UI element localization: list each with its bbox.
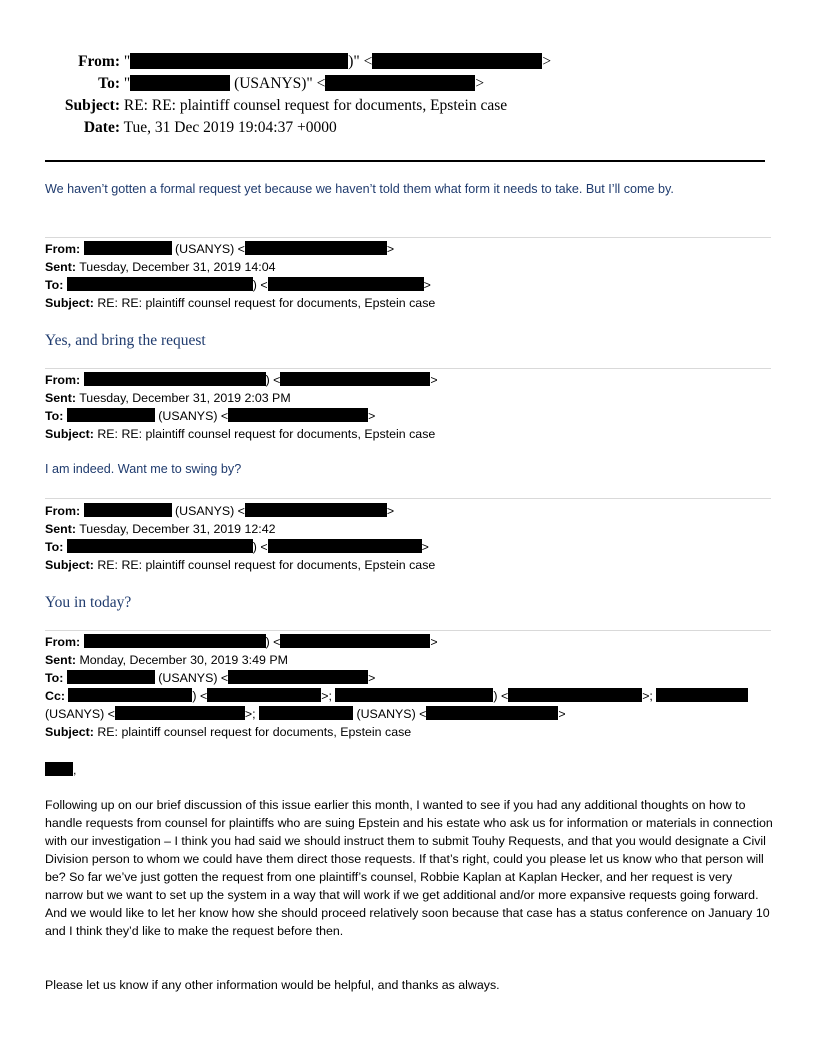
redaction-block xyxy=(84,503,172,517)
msg3-subject: RE: RE: plaintiff counsel request for documents, Epstein case xyxy=(97,427,436,441)
msg2-sent-label: Sent: xyxy=(45,260,76,274)
msg3-to-line xyxy=(45,407,375,425)
msg5-to-close: > xyxy=(368,671,376,685)
redaction-block xyxy=(325,75,475,91)
msg3-to-label: To: xyxy=(45,409,64,423)
redaction-block xyxy=(228,408,368,422)
msg5-greeting xyxy=(45,761,76,779)
msg5-to-label: To: xyxy=(45,671,64,685)
redaction-block xyxy=(84,241,172,255)
redaction-block xyxy=(130,75,230,91)
header-date: Tue, 31 Dec 2019 19:04:37 +0000 xyxy=(123,119,337,136)
msg2-from-label: From: xyxy=(45,242,81,256)
redaction-block xyxy=(245,241,387,255)
msg3-sent-label: Sent: xyxy=(45,391,76,405)
msg4-body: You in today? xyxy=(45,594,132,611)
redaction-block xyxy=(280,634,430,648)
msg4-from-close: > xyxy=(386,504,395,518)
msg4-sent-line xyxy=(45,520,276,538)
msg5-subject-line xyxy=(45,723,411,741)
msg5-subject-label: Subject: xyxy=(45,725,94,739)
redaction-block xyxy=(130,53,348,69)
msg5-sent: Monday, December 30, 2019 3:49 PM xyxy=(79,653,288,667)
redaction-block xyxy=(84,634,266,648)
msg3-from-close: > xyxy=(430,373,438,387)
header-to-close: > xyxy=(475,75,485,92)
header-subject-label: Subject: xyxy=(64,97,120,114)
msg5-sent-line xyxy=(45,651,288,669)
msg5-cc-mid: ) < xyxy=(192,689,208,703)
msg2-subject-label: Subject: xyxy=(45,296,94,310)
header-date-label: Date: xyxy=(83,119,120,136)
msg4-subject-line xyxy=(45,556,435,574)
redaction-block xyxy=(228,670,368,684)
msg2-to-mid: ) < xyxy=(252,278,268,292)
redaction-block xyxy=(268,277,424,291)
redaction-block xyxy=(67,408,155,422)
msg4-from-line xyxy=(45,502,394,520)
msg4-to-close: > xyxy=(421,540,429,554)
header-date-line xyxy=(60,119,337,137)
header-to-quote: " xyxy=(123,75,131,92)
msg4-to-mid: ) < xyxy=(252,540,268,554)
header-subject-line xyxy=(60,97,507,115)
header-from-label: From: xyxy=(78,53,120,70)
msg5-from-line xyxy=(45,633,438,651)
redaction-block xyxy=(67,670,155,684)
msg2-subject: RE: RE: plaintiff counsel request for documents, Epstein case xyxy=(97,296,436,310)
msg5-cc-sep: >; xyxy=(642,689,653,703)
msg3-subject-label: Subject: xyxy=(45,427,94,441)
msg3-sent: Tuesday, December 31, 2019 2:03 PM xyxy=(79,391,291,405)
header-from-line xyxy=(60,53,551,71)
msg5-cc-line-2 xyxy=(45,705,566,723)
header-from-close: > xyxy=(542,53,552,70)
redaction-block xyxy=(68,688,192,702)
msg2-sent: Tuesday, December 31, 2019 14:04 xyxy=(79,260,276,274)
redaction-block xyxy=(372,53,542,69)
reply-latest-body: We haven’t gotten a formal request yet because we haven’t told them what form it needs to take. But I’ll come by. xyxy=(45,182,674,196)
msg4-sent-label: Sent: xyxy=(45,522,76,536)
redaction-block xyxy=(67,539,253,553)
redaction-block xyxy=(67,277,253,291)
header-from-quote: " xyxy=(123,53,131,70)
msg4-sent: Tuesday, December 31, 2019 12:42 xyxy=(79,522,276,536)
redaction-block xyxy=(84,372,266,386)
msg2-subject-line xyxy=(45,294,435,312)
msg2-to-close: > xyxy=(423,278,431,292)
msg5-to-mid: (USANYS) < xyxy=(158,671,229,685)
redaction-block xyxy=(426,706,558,720)
msg3-subject-line xyxy=(45,425,435,443)
msg5-cc-line xyxy=(45,687,748,705)
msg5-cc-line2-mid: (USANYS) < xyxy=(356,707,427,721)
message-divider xyxy=(45,237,771,238)
header-divider xyxy=(45,160,765,162)
msg5-from-label: From: xyxy=(45,635,81,649)
msg5-from-close: > xyxy=(430,635,438,649)
msg4-to-line xyxy=(45,538,429,556)
redaction-block xyxy=(508,688,642,702)
msg3-from-mid: ) < xyxy=(265,373,281,387)
header-from-mid: )" < xyxy=(348,53,373,70)
header-to-line xyxy=(60,75,484,93)
redaction-block xyxy=(335,688,493,702)
msg3-sent-line xyxy=(45,389,291,407)
msg4-from-mid: (USANYS) < xyxy=(175,504,245,518)
msg3-from-label: From: xyxy=(45,373,81,387)
msg2-from-mid: (USANYS) < xyxy=(175,242,245,256)
redaction-block xyxy=(656,688,748,702)
msg2-from-line xyxy=(45,240,394,258)
header-to-label: To: xyxy=(98,75,120,92)
msg3-from-line xyxy=(45,371,438,389)
msg2-sent-line xyxy=(45,258,276,276)
redaction-block xyxy=(45,762,73,776)
message-divider xyxy=(45,368,771,369)
redaction-block xyxy=(280,372,430,386)
header-subject: RE: RE: plaintiff counsel request for documents, Epstein case xyxy=(123,97,508,114)
redaction-block xyxy=(245,503,387,517)
msg4-subject-label: Subject: xyxy=(45,558,94,572)
msg3-to-mid: (USANYS) < xyxy=(158,409,229,423)
header-to-mid: (USANYS)" < xyxy=(234,75,326,92)
msg2-body: Yes, and bring the request xyxy=(45,332,206,349)
msg5-greeting-suffix: , xyxy=(73,763,77,777)
msg4-to-label: To: xyxy=(45,540,64,554)
msg5-paragraph-1: Following up on our brief discussion of this issue earlier this month, I wanted to see if you had any additional thoughts on how to handle requests from counsel for plaintiffs who are suing Epstein and his estate who ask us for information or materials in connection with our investigation – I think you had said we should instruct them to submit Touhy Requests, and that you would designate a Civil Division person to whom we could have them direct those requests. If that’s right, could you please let us know who that person will be? So far we’ve just gotten the request from one plaintiff’s counsel, Robbie Kaplan at Kaplan Hecker, and her request is very narrow but we want to set up the system in a way that will work if we get additional and/or more expansive requests going forward. And we would like to let her know how she should proceed relatively soon because that case has a status conference on January 10 and I think they’d like to make the request before then. xyxy=(45,798,773,938)
msg5-subject: RE: plaintiff counsel request for documents, Epstein case xyxy=(97,725,412,739)
msg5-cc-mid: ) < xyxy=(493,689,509,703)
msg5-paragraph-2: Please let us know if any other information would be helpful, and thanks as always. xyxy=(45,978,500,992)
msg5-to-line xyxy=(45,669,375,687)
msg3-to-close: > xyxy=(368,409,376,423)
redaction-block xyxy=(268,539,422,553)
msg4-subject: RE: RE: plaintiff counsel request for documents, Epstein case xyxy=(97,558,436,572)
msg5-cc-label: Cc: xyxy=(45,689,65,703)
msg5-sent-label: Sent: xyxy=(45,653,76,667)
redaction-block xyxy=(207,688,321,702)
msg2-from-close: > xyxy=(386,242,395,256)
msg5-cc-line2-start: (USANYS) < xyxy=(45,707,115,721)
msg2-to-label: To: xyxy=(45,278,64,292)
msg3-body: I am indeed. Want me to swing by? xyxy=(45,462,242,476)
msg4-from-label: From: xyxy=(45,504,81,518)
redaction-block xyxy=(115,706,245,720)
message-divider xyxy=(45,630,771,631)
message-divider xyxy=(45,498,771,499)
msg5-cc-sep: >; xyxy=(244,707,256,721)
msg5-cc-sep: >; xyxy=(321,689,332,703)
msg5-from-mid: ) < xyxy=(265,635,281,649)
msg2-to-line xyxy=(45,276,431,294)
msg5-cc-close: > xyxy=(558,707,566,721)
redaction-block xyxy=(259,706,353,720)
